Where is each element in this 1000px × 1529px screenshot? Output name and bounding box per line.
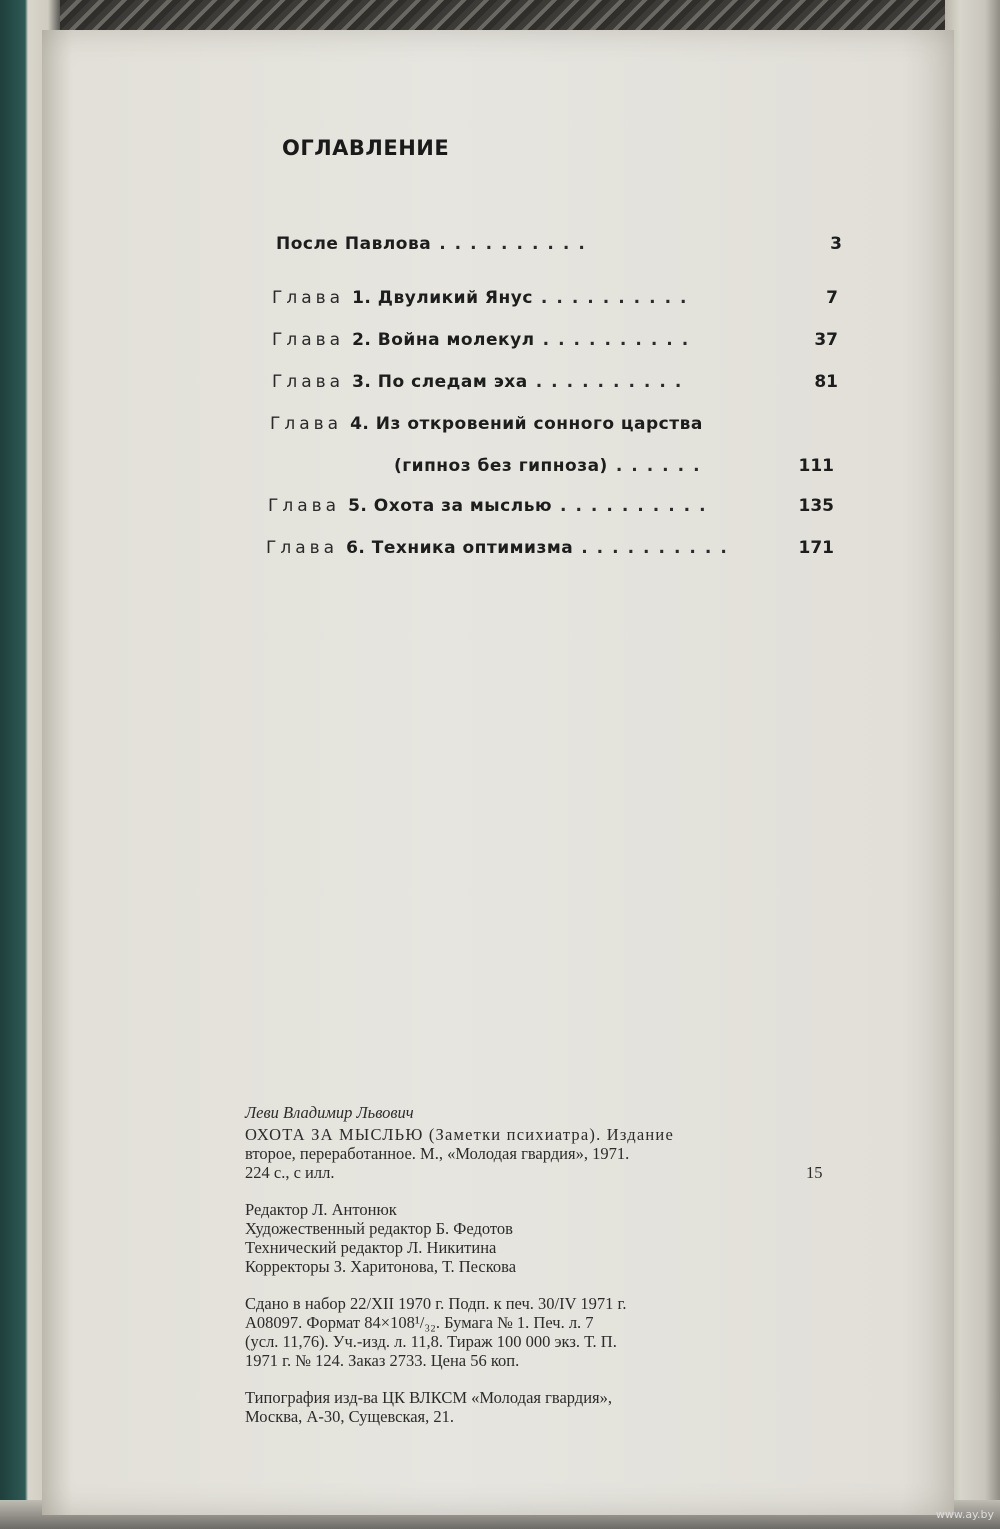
toc-entry-page: 111 [798, 456, 834, 476]
imprint-print-line: 1971 г. № 124. Заказ 2733. Цена 56 коп. [245, 1351, 520, 1370]
toc-leader: .......... [535, 372, 691, 392]
toc-title: ОГЛАВЛЕНИЕ [282, 136, 450, 160]
toc-entry-title: 2. Война молекул [352, 330, 535, 350]
imprint-editor: Редактор Л. Антонюк [245, 1200, 397, 1219]
toc-entry [270, 414, 703, 434]
imprint-code: 15 [806, 1163, 823, 1182]
imprint-pages-line: 224 с., с илл. [245, 1163, 335, 1182]
toc-entry-title: (гипноз без гипноза) [394, 456, 608, 476]
toc-entry-page: 37 [814, 330, 838, 350]
imprint-title-line: ОХОТА ЗА МЫСЛЬЮ (Заметки психиатра). Издание [245, 1125, 674, 1144]
toc-leader: .......... [542, 330, 698, 350]
toc-entry-prefix: Глава [272, 330, 345, 350]
toc-entry [266, 538, 834, 558]
toc-entry-title: После Павлова [276, 234, 432, 254]
toc-entry-prefix: Глава [272, 288, 345, 308]
toc-entry-page: 81 [814, 372, 838, 392]
toc-entry-prefix: Глава [272, 372, 345, 392]
toc-entry [276, 234, 842, 254]
toc-leader: ...... [615, 456, 709, 476]
imprint-print-line: Сдано в набор 22/XII 1970 г. Подп. к печ. 30/IV 1971 г. [245, 1294, 627, 1313]
toc-leader: .......... [559, 496, 715, 516]
toc-entry [272, 330, 838, 350]
imprint-tech-editor: Технический редактор Л. Никитина [245, 1238, 497, 1257]
toc-entry-page: 171 [798, 538, 834, 558]
toc-entry [272, 288, 838, 308]
toc-leader: .......... [540, 288, 696, 308]
toc-entry-page: 7 [826, 288, 838, 308]
toc-entry-page: 135 [798, 496, 834, 516]
site-watermark: www.ay.by [935, 1508, 994, 1521]
toc-entry [268, 496, 834, 516]
toc-entry-title: 5. Охота за мыслью [348, 496, 552, 516]
toc-entry-prefix: Глава [268, 496, 341, 516]
imprint-art-editor: Художественный редактор Б. Федотов [245, 1219, 513, 1238]
toc-entry [394, 456, 834, 476]
toc-entry [272, 372, 838, 392]
imprint-printer: Типография изд-ва ЦК ВЛКСМ «Молодая гвардия», [245, 1388, 612, 1407]
toc-entry-title: 6. Техника оптимизма [346, 538, 574, 558]
toc-entry-prefix: Глава [266, 538, 339, 558]
imprint-edition-line: второе, переработанное. М., «Молодая гвардия», 1971. [245, 1144, 630, 1163]
imprint-author: Леви Владимир Львович [245, 1103, 414, 1122]
toc-entry-page: 3 [830, 234, 842, 254]
imprint-print-line: (усл. 11,76). Уч.-изд. л. 11,8. Тираж 100 000 экз. Т. П. [245, 1332, 617, 1351]
imprint-correctors: Корректоры З. Харитонова, Т. Пескова [245, 1257, 517, 1276]
toc-leader: .......... [581, 538, 736, 558]
toc-entry-title: 3. По следам эха [352, 372, 528, 392]
imprint-print-line: А08097. Формат 84×108¹/₃₂. Бумага № 1. Печ. л. 7 [245, 1313, 594, 1332]
toc-entry-prefix: Глава [270, 414, 343, 434]
toc-leader: .......... [439, 234, 594, 254]
imprint-printer-address: Москва, А-30, Сущевская, 21. [245, 1407, 455, 1426]
toc-entry-title: 4. Из откровений сонного царства [350, 414, 703, 434]
toc-entry-title: 1. Двуликий Янус [352, 288, 533, 308]
